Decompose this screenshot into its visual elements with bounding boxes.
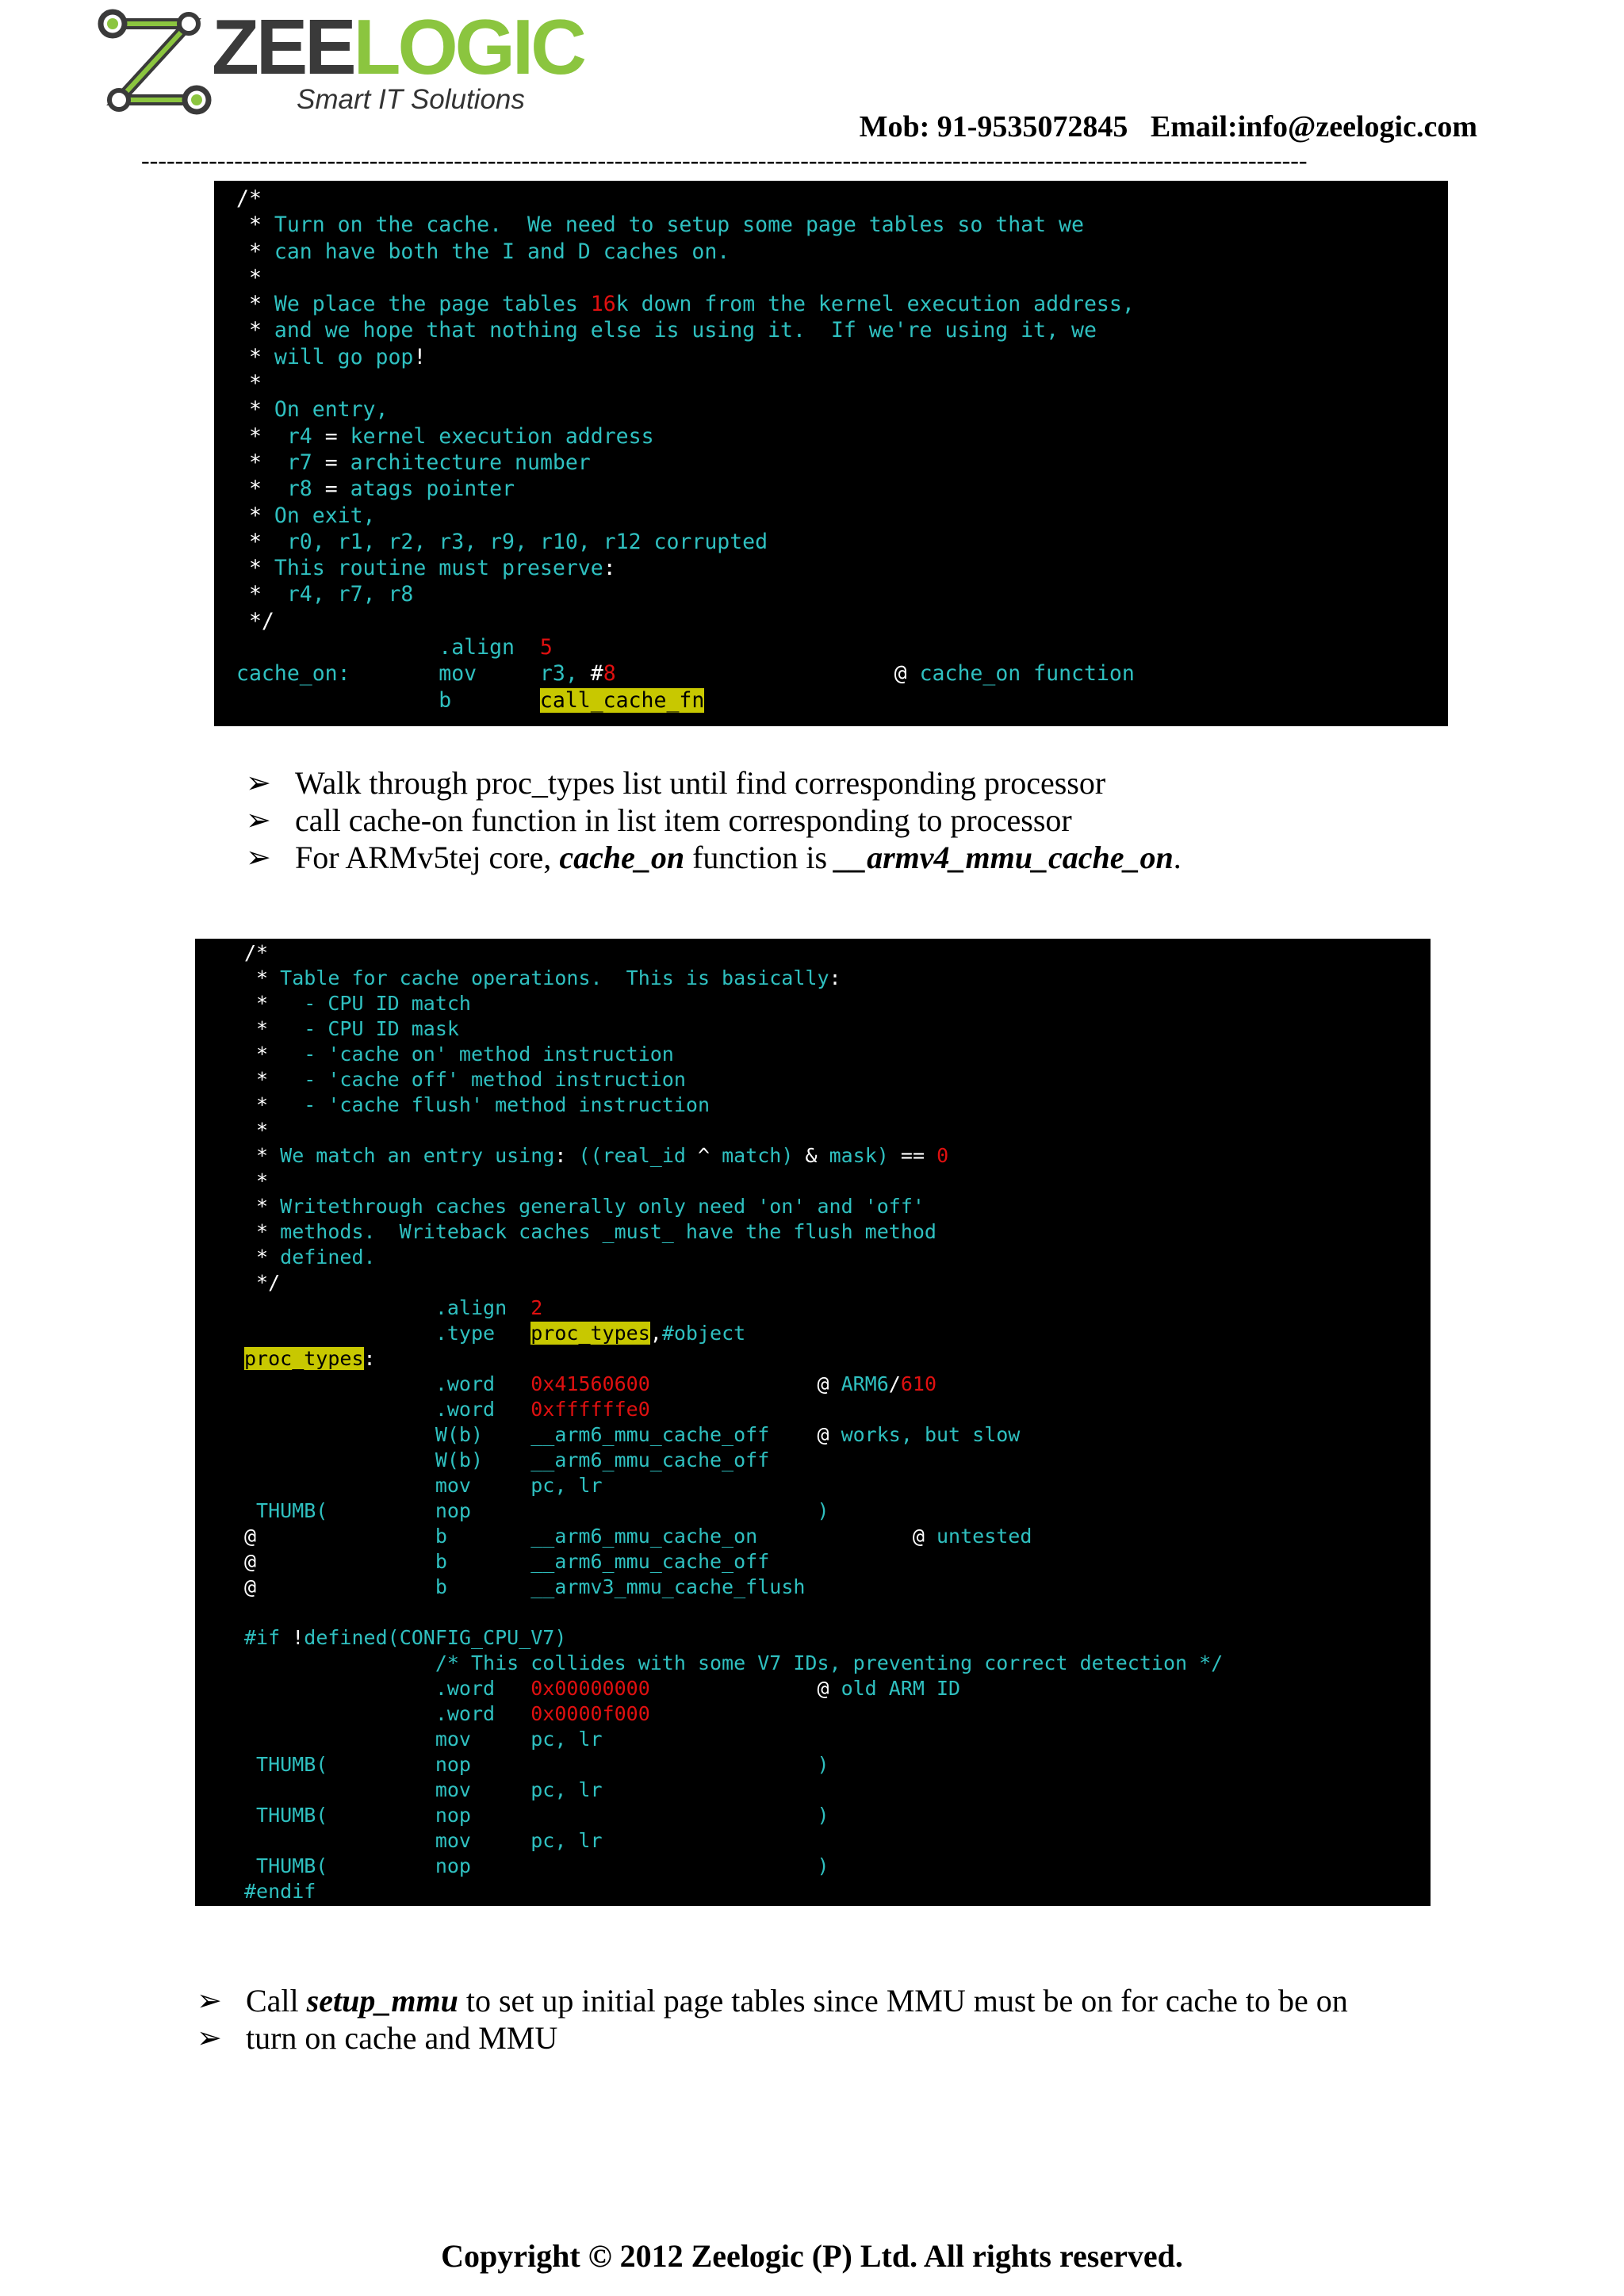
code-token: 610 <box>900 1372 937 1395</box>
code-token: r8 <box>286 476 325 502</box>
code-token: # <box>590 661 603 687</box>
bullet-item <box>246 764 1182 802</box>
code-token: r0, r1, r2, r3, r9, r10, r12 corrupted <box>286 529 768 554</box>
code-line <box>236 212 1084 237</box>
code-listing-2 <box>244 940 1223 1904</box>
code-token: & <box>805 1144 818 1167</box>
bullet-emphasis: setup_mmu <box>306 1983 458 2019</box>
bullet-emphasis: cache_on <box>559 840 685 875</box>
code-token: /* This collides with some V7 IDs, preventing correct detection */ <box>244 1651 1224 1674</box>
code-line <box>236 530 768 554</box>
code-line <box>244 1068 686 1091</box>
code-line <box>244 1854 829 1877</box>
code-line <box>236 318 1097 342</box>
code-line <box>244 1144 948 1167</box>
code-token <box>925 1144 936 1167</box>
code-token: THUMB( nop ) <box>244 1753 829 1776</box>
code-token: .word <box>244 1677 531 1700</box>
code-token: */ <box>236 608 274 633</box>
code-line <box>236 635 553 660</box>
code-line <box>236 266 262 290</box>
code-token: W(b) __arm6_mmu_cache_off <box>244 1423 818 1446</box>
code-token: - 'cache off' method instruction <box>304 1068 686 1091</box>
code-token: = <box>324 423 338 449</box>
logo-tagline: Smart IT Solutions <box>297 84 525 115</box>
code-token <box>650 1372 818 1395</box>
arrow-bullet-icon: ➢ <box>197 1983 222 2018</box>
code-token: * <box>236 582 287 607</box>
code-token: ARM6 <box>829 1372 889 1395</box>
logo-wordmark <box>212 3 584 90</box>
code-token: 2 <box>530 1296 543 1319</box>
code-token: works, but slow <box>829 1423 1021 1446</box>
code-line <box>244 1271 280 1294</box>
code-token: On exit, <box>274 503 376 528</box>
arrow-bullet-icon: ➢ <box>246 802 271 837</box>
code-token: k down from the kernel execution address, <box>615 292 1135 317</box>
code-line <box>244 1626 566 1649</box>
code-token <box>616 661 894 686</box>
code-token: #endif <box>244 1880 316 1903</box>
code-line <box>236 476 515 501</box>
code-token: THUMB( nop ) <box>244 1854 829 1877</box>
code-line <box>244 1195 925 1218</box>
code-token: * <box>244 992 304 1015</box>
code-token: W(b) __arm6_mmu_cache_off <box>244 1448 770 1471</box>
code-token: .align <box>236 635 540 660</box>
code-token: * <box>244 1195 281 1218</box>
code-token: * <box>244 1119 269 1142</box>
code-token: proc_types <box>530 1322 650 1345</box>
code-token: @ <box>894 661 907 687</box>
code-token: defined. <box>280 1246 376 1269</box>
code-token: 5 <box>539 635 553 660</box>
code-token: On entry, <box>274 397 389 423</box>
code-line <box>244 1525 1032 1548</box>
code-line <box>244 1677 960 1700</box>
code-token: mov pc, lr <box>244 1829 603 1852</box>
bullet-text: call cache-on function in list item corresponding to processor <box>295 802 1072 838</box>
bullet-text: For ARMv5tej core, <box>295 840 560 875</box>
code-line <box>244 1829 603 1852</box>
code-token: b __arm6_mmu_cache_on <box>256 1525 913 1548</box>
code-token: : <box>603 556 616 581</box>
code-token: atags pointer <box>337 476 515 502</box>
code-line <box>244 1702 650 1725</box>
code-line <box>244 1347 376 1370</box>
code-token: @ <box>244 1575 257 1598</box>
code-token: * <box>244 1017 304 1040</box>
code-line <box>244 1499 829 1522</box>
code-token: cache_on: mov r3, <box>236 661 591 687</box>
code-block-cache-on <box>214 181 1448 726</box>
code-token: @ <box>817 1423 829 1446</box>
code-token: @ <box>244 1550 257 1573</box>
code-token: r4, r7, r8 <box>286 582 414 607</box>
code-token: ((real_id <box>566 1144 698 1167</box>
code-line <box>236 609 274 633</box>
code-token: untested <box>924 1525 1032 1548</box>
code-token: * <box>236 450 287 475</box>
code-token: == <box>900 1144 925 1167</box>
code-line <box>244 1880 316 1903</box>
code-token: ! <box>292 1626 304 1649</box>
bullet-item <box>197 1982 1348 2019</box>
code-token: Table for cache operations. This is basically <box>280 966 829 989</box>
code-token: * <box>244 1043 304 1066</box>
code-line <box>236 424 654 449</box>
code-token: b __arm6_mmu_cache_off <box>256 1550 770 1573</box>
code-token: * <box>244 1246 281 1269</box>
code-token: 8 <box>603 661 616 687</box>
code-block-proc-types <box>195 939 1431 1906</box>
code-line <box>244 966 841 989</box>
code-line <box>244 1017 459 1040</box>
code-token: * <box>236 239 274 264</box>
code-token: * <box>236 397 274 423</box>
code-line <box>244 1550 769 1573</box>
code-line <box>236 345 426 369</box>
code-token: call_cache_fn <box>539 687 705 713</box>
header-divider: ------------------------------------------------------------------------------------------------------------------------------------------ <box>141 147 1308 173</box>
code-token: * <box>236 292 274 317</box>
bullet-item <box>246 839 1182 876</box>
code-token: mov pc, lr <box>244 1474 603 1497</box>
code-line <box>244 1423 1020 1446</box>
code-token: This routine must preserve <box>274 556 603 581</box>
copyright-footer: Copyright © 2012 Zeelogic (P) Ltd. All rights reserved. <box>441 2238 1183 2274</box>
code-token: * <box>244 1068 304 1091</box>
code-token: .word <box>244 1398 531 1421</box>
code-token: .type <box>244 1322 531 1345</box>
code-line <box>244 1093 710 1116</box>
code-line <box>236 556 616 580</box>
code-token: 16 <box>590 292 616 317</box>
code-line <box>244 1448 769 1471</box>
code-token: */ <box>244 1271 281 1294</box>
code-listing-1 <box>236 186 1135 714</box>
bullet-list-2 <box>197 1982 1348 2057</box>
code-token: : <box>829 966 841 989</box>
bullet-text: function is <box>684 840 836 875</box>
code-line <box>236 661 1135 686</box>
code-token: THUMB( nop ) <box>244 1499 829 1522</box>
code-token: = <box>324 450 338 475</box>
code-token: * <box>244 1093 304 1116</box>
arrow-bullet-icon: ➢ <box>246 765 271 800</box>
code-token: : <box>363 1347 376 1370</box>
code-token: * <box>236 344 274 369</box>
code-line <box>236 239 730 264</box>
code-line <box>236 397 388 422</box>
circuit-z-logo-icon <box>95 6 214 117</box>
code-token: @ <box>817 1677 829 1700</box>
code-token: mask) <box>817 1144 901 1167</box>
code-token: and we hope that nothing else is using it. If we're using it, we <box>274 318 1097 343</box>
code-token: * <box>236 503 274 528</box>
code-token: /* <box>244 941 269 964</box>
code-token: We place the page tables <box>274 292 591 317</box>
code-line <box>236 582 413 607</box>
code-token: * <box>236 529 287 554</box>
bullet-list-1 <box>246 764 1182 876</box>
code-token: methods. Writeback caches _must_ have the flush method <box>280 1220 936 1243</box>
bullet-text: Walk through proc_types list until find corresponding processor <box>295 765 1106 801</box>
code-token: kernel execution address <box>337 423 654 449</box>
code-token: 0x00000000 <box>530 1677 650 1700</box>
code-token: * <box>244 1169 269 1192</box>
code-token: .word <box>244 1372 531 1395</box>
code-token: - CPU ID mask <box>304 1017 459 1040</box>
code-token: ! <box>413 344 427 369</box>
code-token: cache_on function <box>906 661 1135 687</box>
code-token: r7 <box>286 450 325 475</box>
code-token: match) <box>710 1144 806 1167</box>
code-line <box>244 1119 268 1142</box>
contact-info: Mob: 91-9535072845 Email:info@zeelogic.com <box>859 110 1477 144</box>
code-token: 0x0000f000 <box>530 1702 650 1725</box>
code-token: * <box>236 212 274 238</box>
code-token: #object <box>661 1322 746 1345</box>
code-token: 0x41560600 <box>530 1372 650 1395</box>
code-token: , <box>649 1322 662 1345</box>
code-token: @ <box>244 1525 257 1548</box>
code-token: * <box>236 265 262 290</box>
logo-zee: ZEE <box>212 3 354 90</box>
code-token: defined(CONFIG_CPU_V7) <box>304 1626 567 1649</box>
code-token: : <box>554 1144 567 1167</box>
code-line <box>244 1753 829 1776</box>
code-line <box>244 1651 1223 1674</box>
code-line <box>244 1728 603 1751</box>
code-token: * <box>244 1220 281 1243</box>
code-token: #if <box>244 1626 293 1649</box>
bullet-text: . <box>1173 840 1182 875</box>
code-line <box>244 1296 542 1319</box>
arrow-bullet-icon: ➢ <box>246 840 271 874</box>
code-line <box>236 371 262 396</box>
code-token: old ARM ID <box>829 1677 961 1700</box>
code-token: can have both the I and D caches on. <box>274 239 730 264</box>
code-token: .align <box>244 1296 531 1319</box>
code-line <box>244 1043 674 1066</box>
code-token: * <box>236 476 287 502</box>
bullet-text: to set up initial page tables since MMU must be on for cache to be on <box>458 1983 1348 2019</box>
code-line <box>236 292 1135 316</box>
bullet-emphasis: __armv4_mmu_cache_on <box>835 840 1174 875</box>
code-line <box>244 1804 829 1827</box>
code-line <box>244 1322 745 1345</box>
code-token: = <box>324 476 338 502</box>
bullet-text: turn on cache and MMU <box>246 2020 558 2056</box>
code-token: - 'cache on' method instruction <box>304 1043 674 1066</box>
code-token: 0xffffffe0 <box>530 1398 650 1421</box>
code-token: * <box>244 966 281 989</box>
code-token: r4 <box>286 423 325 449</box>
code-token: .word <box>244 1702 531 1725</box>
code-token: / <box>888 1372 901 1395</box>
logo-logic: LOGIC <box>353 3 584 90</box>
code-line <box>244 1220 936 1243</box>
code-token: We match an entry using <box>280 1144 555 1167</box>
code-token: 0 <box>936 1144 949 1167</box>
code-token: - 'cache flush' method instruction <box>304 1093 710 1116</box>
code-token: mov pc, lr <box>244 1728 603 1751</box>
code-line <box>244 1372 936 1395</box>
code-line <box>244 1398 650 1421</box>
code-token: will go pop <box>274 344 414 369</box>
code-token: * <box>236 423 287 449</box>
code-line <box>244 1474 603 1497</box>
bullet-item <box>197 2019 1348 2057</box>
code-line <box>236 688 704 713</box>
code-line <box>236 503 376 528</box>
code-token: architecture number <box>337 450 591 475</box>
code-token: * <box>236 556 274 581</box>
code-token: * <box>236 318 274 343</box>
code-line <box>244 992 471 1015</box>
code-line <box>244 1575 805 1598</box>
code-token: - CPU ID match <box>304 992 471 1015</box>
bullet-text: Call <box>246 1983 307 2019</box>
code-token: * <box>236 371 262 396</box>
code-line <box>244 1169 268 1192</box>
code-line <box>244 941 268 964</box>
code-token: proc_types <box>244 1347 364 1370</box>
code-token: Turn on the cache. We need to setup some page tables so that we <box>274 212 1084 238</box>
code-line <box>236 450 591 475</box>
code-line <box>244 1778 603 1801</box>
code-token: @ <box>912 1525 925 1548</box>
code-token <box>650 1677 818 1700</box>
code-line <box>244 1246 376 1269</box>
code-token: * <box>244 1144 281 1167</box>
code-token: ^ <box>697 1144 710 1167</box>
arrow-bullet-icon: ➢ <box>197 2020 222 2055</box>
code-token: b <box>236 687 540 713</box>
code-token: THUMB( nop ) <box>244 1804 829 1827</box>
code-token: @ <box>817 1372 829 1395</box>
code-line <box>236 186 262 211</box>
company-logo <box>89 0 588 139</box>
code-token: b __armv3_mmu_cache_flush <box>256 1575 806 1598</box>
code-token: mov pc, lr <box>244 1778 603 1801</box>
bullet-item <box>246 802 1182 839</box>
code-token: Writethrough caches generally only need 'on' and 'off' <box>280 1195 925 1218</box>
code-token: /* <box>236 186 262 211</box>
